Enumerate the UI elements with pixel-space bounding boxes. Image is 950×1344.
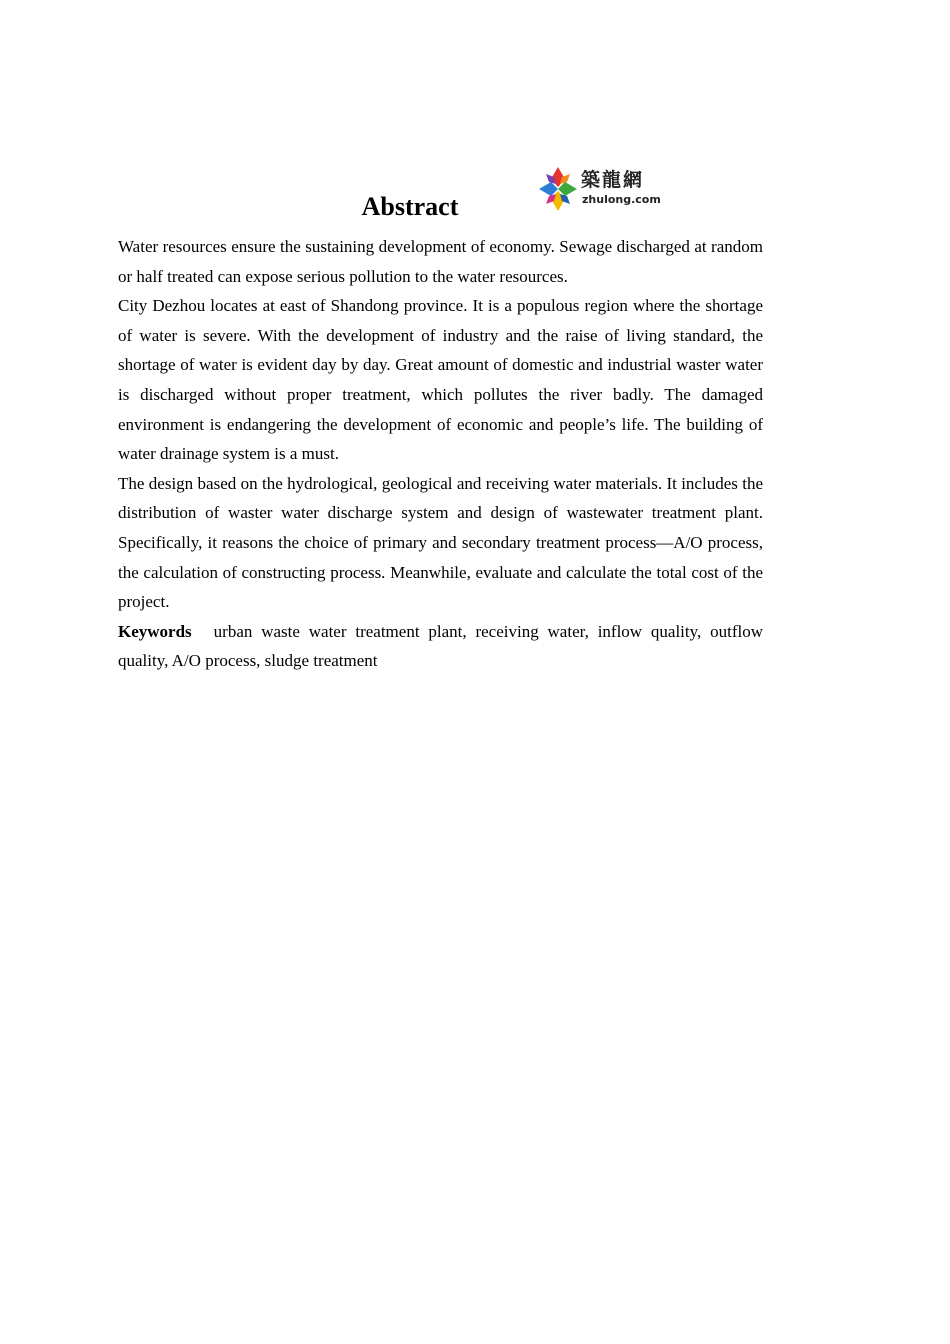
logo-chinese-text: 築龍網 — [581, 169, 645, 191]
keywords-text: urban waste water treatment plant, receiving water, inflow quality, outflow quality, A/O process, sludge treatment — [118, 621, 763, 671]
logo-site-text: zhulong.com — [582, 193, 661, 206]
logo-flower-icon — [535, 163, 581, 215]
abstract-title: Abstract — [361, 192, 459, 221]
keywords-paragraph — [118, 617, 763, 676]
keywords-label: Keywords — [118, 621, 192, 641]
abstract-paragraph: The design based on the hydrological, geological and receiving water materials. It includes the distribution of waster water discharge system and design of wastewater treatment plant. Specifically, it reasons the choice of primary and secondary treatment process—A/O process, the calculation of constructing process. Meanwhile, evaluate and calculate the total cost of the project. — [118, 473, 763, 612]
zhulong-logo — [535, 163, 661, 215]
abstract-body — [118, 232, 763, 676]
abstract-paragraph: City Dezhou locates at east of Shandong province. It is a populous region where the shortage of water is severe. With the development of industry and the raise of living standard, the shortage of water is evident day by day. Great amount of domestic and industrial waster water is discharged without proper treatment, which pollutes the river badly. The damaged environment is endangering the development of economic and people’s life. The building of water drainage system is a must. — [118, 296, 763, 464]
abstract-paragraph: Water resources ensure the sustaining development of economy. Sewage discharged at random or half treated can expose serious pollution to the water resources. — [118, 237, 763, 286]
